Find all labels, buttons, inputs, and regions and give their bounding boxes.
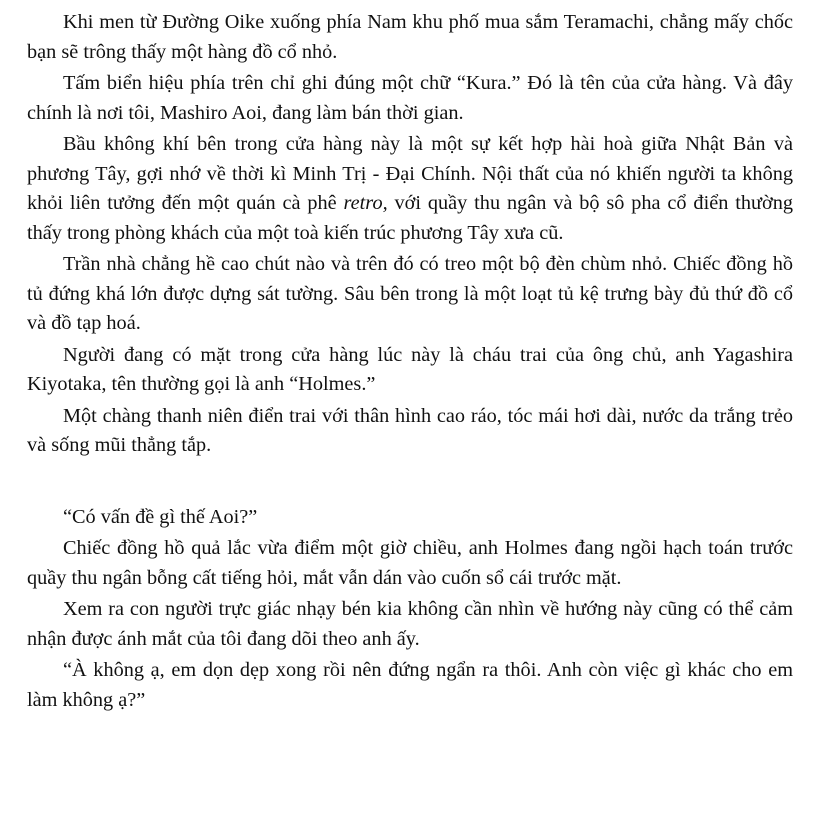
dialogue-question: “Có vấn đề gì thế Aoi?” xyxy=(63,505,258,528)
paragraph-6: Một chàng thanh niên điển trai với thân hình cao ráo, tóc mái hơi dài, nước da trắng trẻo và sống mũi thẳng tắp. xyxy=(27,404,793,456)
paragraph-3-italic-word: retro, xyxy=(343,192,388,214)
paragraph-4: Trần nhà chẳng hề cao chút nào và trên đó có treo một bộ đèn chùm nhỏ. Chiếc đồng hồ tủ đứng khá lớn được dựng sát tường. Sâu bên trong là một loạt tủ kệ trưng bày đủ thứ đồ cổ và đồ tạp hoá. xyxy=(27,253,793,334)
book-page xyxy=(27,8,793,717)
dialogue-answer: “À không ạ, em dọn dẹp xong rồi nên đứng ngẩn ra thôi. Anh còn việc gì khác cho em làm không ạ?” xyxy=(27,659,793,711)
paragraph-1: Khi men từ Đường Oike xuống phía Nam khu phố mua sắm Teramachi, chẳng mấy chốc bạn sẽ trông thấy một hàng đồ cổ nhỏ. xyxy=(27,11,793,63)
paragraph-3-text-before: Bầu không khí bên trong cửa hàng này là một sự kết hợp hài hoà giữa Nhật Bản và phương Tây, gợi nhớ về thời kì Minh Trị - Đại Chính. Nội thất của nó khiến người ta không khỏi liên tưởng đến một quán cà phê xyxy=(27,133,793,214)
paragraph-3 xyxy=(27,130,793,248)
paragraph-2: Tấm biển hiệu phía trên chỉ ghi đúng một chữ “Kura.” Đó là tên của cửa hàng. Và đây chính là nơi tôi, Mashiro Aoi, đang làm bán thời gian. xyxy=(27,72,793,124)
paragraph-5: Người đang có mặt trong cửa hàng lúc này là cháu trai của ông chủ, anh Yagashira Kiyotaka, tên thường gọi là anh “Holmes.” xyxy=(27,343,793,395)
paragraph-8: Chiếc đồng hồ quả lắc vừa điểm một giờ chiều, anh Holmes đang ngồi hạch toán trước quầy thu ngân bỗng cất tiếng hỏi, mắt vẫn dán vào cuốn sổ cái trước mặt. xyxy=(27,537,793,589)
paragraph-3-text-after: với quầy thu ngân và bộ sô pha cổ điển thường thấy trong phòng khách của một toà kiến trúc phương Tây xưa cũ. xyxy=(27,192,793,244)
paragraph-9: Xem ra con người trực giác nhạy bén kia không cần nhìn về hướng này cũng có thể cảm nhận được ánh mắt của tôi đang dõi theo anh ấy. xyxy=(27,598,793,650)
